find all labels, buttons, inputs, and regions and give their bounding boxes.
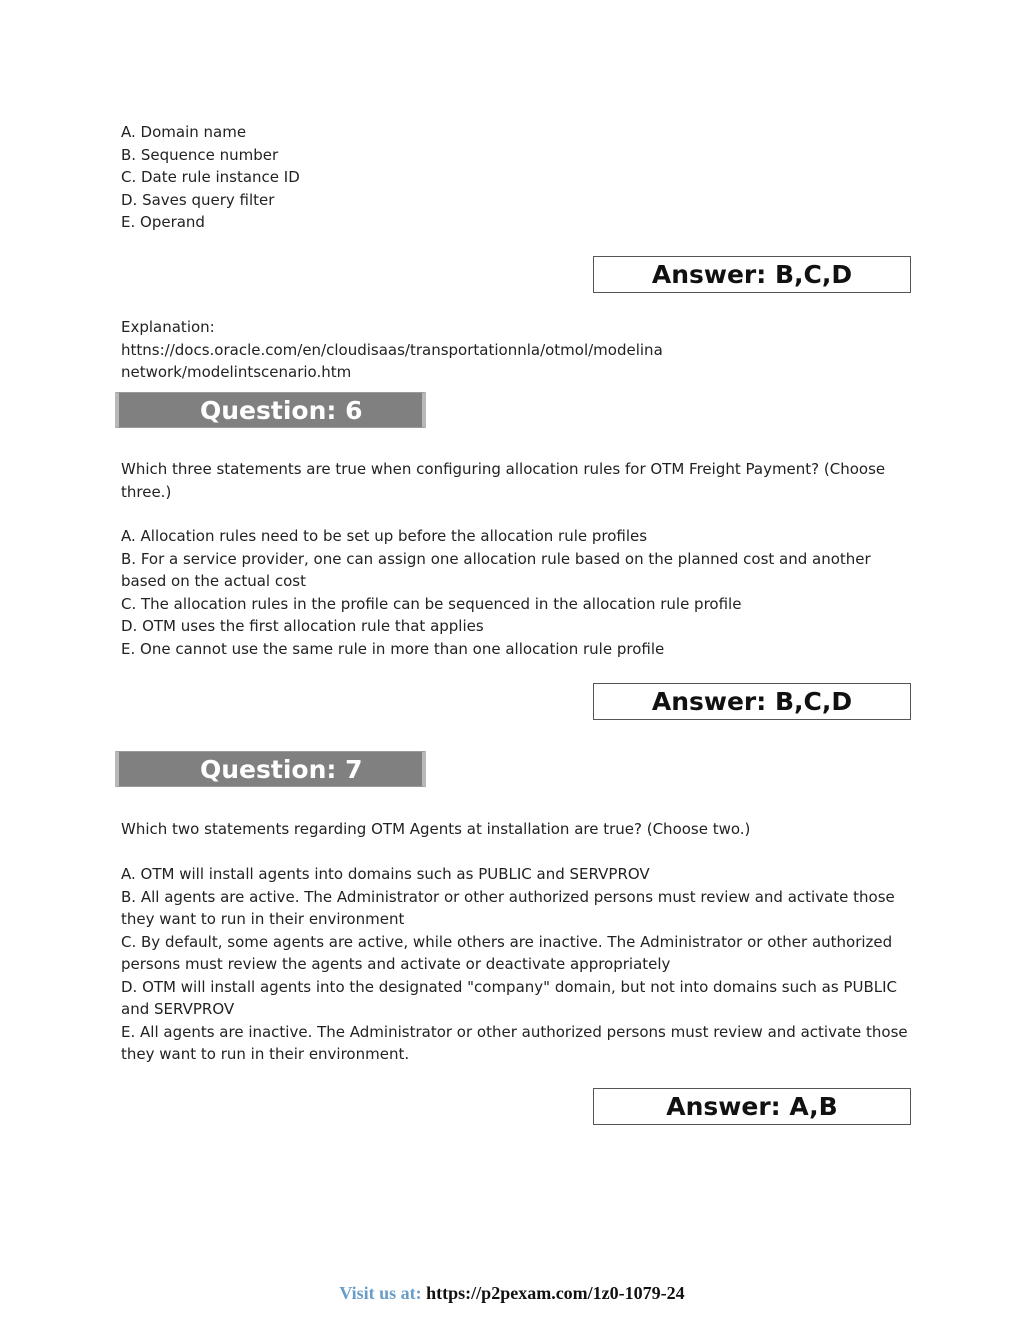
q6-option-a: A. Allocation rules need to be set up before the allocation rule profiles <box>121 527 648 545</box>
q6-options-list <box>121 525 911 660</box>
q6-question-line1: Which three statements are true when configuring allocation rules for OTM Freight Payment? (Choose <box>121 460 886 478</box>
q7-question-line: Which two statements regarding OTM Agents at installation are true? (Choose two.) <box>121 820 751 838</box>
q7-option-d: D. OTM will install agents into the designated "company" domain, but not into domains such as PUBLIC <box>121 977 897 996</box>
q6-option-c: C. The allocation rules in the profile can be sequenced in the allocation rule profile <box>121 594 742 613</box>
q5-answer-text: Answer: B,C,D <box>651 260 853 289</box>
q7-heading: Question: 7 <box>200 754 363 784</box>
q5-explanation-link-line2: network/modelintscenario.htm <box>121 363 352 381</box>
q6-heading-banner <box>115 392 426 428</box>
q5-options-list <box>121 121 911 234</box>
footer-url-link[interactable]: https://p2pexam.com/1z0-1079-24 <box>426 1283 685 1303</box>
q7-option-d-cont: and SERVPROV <box>121 1000 235 1018</box>
page-footer <box>0 1283 1024 1304</box>
q6-heading: Question: 6 <box>200 395 363 425</box>
q7-option-e: E. All agents are inactive. The Administrator or other authorized persons must review and activate those <box>121 1022 908 1041</box>
q5-option-a: A. Domain name <box>121 123 247 141</box>
q7-answer-box <box>593 1088 911 1125</box>
q5-answer-box <box>593 256 911 293</box>
q5-option-e: E. Operand <box>121 213 205 231</box>
q5-explanation-label: Explanation: <box>121 318 215 336</box>
q7-option-c: C. By default, some agents are active, while others are inactive. The Administrator or other authorized <box>121 932 893 951</box>
q5-option-c: C. Date rule instance ID <box>121 168 300 186</box>
q7-option-b: B. All agents are active. The Administrator or other authorized persons must review and activate those <box>121 887 895 906</box>
q7-question <box>121 818 911 841</box>
q7-options-list <box>121 863 911 1066</box>
q6-answer-text: Answer: B,C,D <box>651 687 853 716</box>
q6-option-d: D. OTM uses the first allocation rule that applies <box>121 617 484 635</box>
q7-answer-text: Answer: A,B <box>666 1092 838 1121</box>
q6-option-e: E. One cannot use the same rule in more than one allocation rule profile <box>121 639 665 658</box>
q7-option-b-cont: they want to run in their environment <box>121 910 405 928</box>
q6-question-line2: three.) <box>121 482 172 501</box>
q7-option-e-cont: they want to run in their environment. <box>121 1045 410 1063</box>
footer-visit-label: Visit us at: <box>339 1283 422 1303</box>
q6-answer-box <box>593 683 911 720</box>
q7-option-c-cont: persons must review the agents and activate or deactivate appropriately <box>121 955 671 973</box>
q7-heading-banner <box>115 751 426 787</box>
q5-option-d: D. Saves query filter <box>121 190 275 209</box>
q6-option-b: B. For a service provider, one can assign one allocation rule based on the planned cost and another <box>121 549 871 568</box>
q5-explanation-link-line1: httns://docs.oracle.com/en/cloudisaas/transportationnla/otmol/modelina <box>121 340 663 359</box>
q7-option-a: A. OTM will install agents into domains such as PUBLIC and SERVPROV <box>121 865 650 883</box>
q6-question <box>121 458 911 503</box>
q5-option-b: B. Sequence number <box>121 145 279 164</box>
q6-option-b-cont: based on the actual cost <box>121 572 306 590</box>
q5-explanation <box>121 316 911 384</box>
